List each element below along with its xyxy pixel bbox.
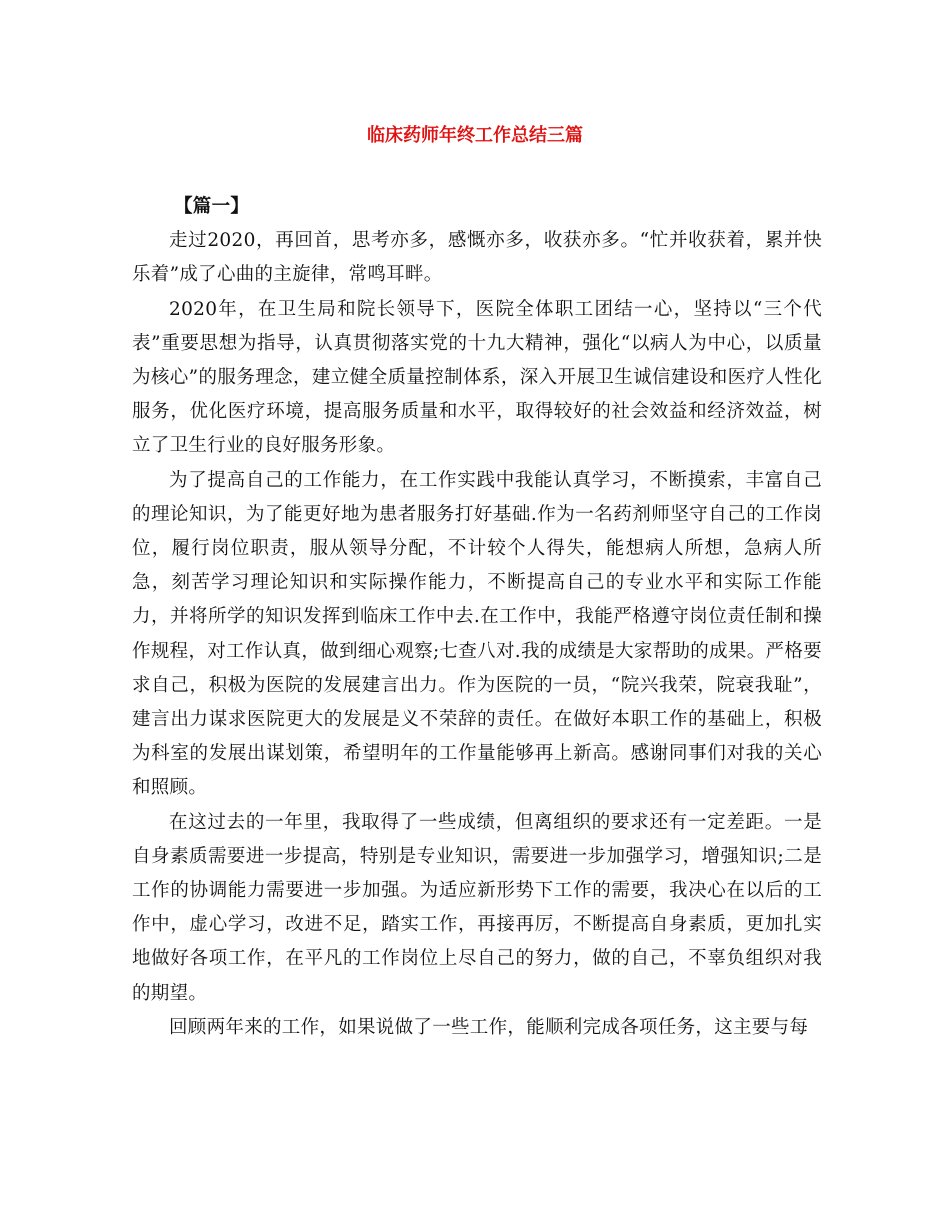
paragraph-2: 2020年，在卫生局和院长领导下，医院全体职工团结一心，坚持以“三个代表”重要思想为指导，认真贯彻落实党的十九大精神，强化“以病人为中心，以质量为核心”的服务理念，建立健全质量控制体系，深入开展卫生诚信建设和医疗人性化服务，优化医疗环境，提高服务质量和水平，取得较好的社会效益和经济效益，树立了卫生行业的良好服务形象。 <box>132 298 822 457</box>
paragraph-4: 在这过去的一年里，我取得了一些成绩，但离组织的要求还有一定差距。一是自身素质需要进一步提高，特别是专业知识，需要进一步加强学习，增强知识;二是工作的协调能力需要进一步加强。为适应新形势下工作的需要，我决心在以后的工作中，虚心学习，改进不足，踏实工作，再接再厉，不断提高自身素质，更加扎实地做好各项工作，在平凡的工作岗位上尽自己的努力，做的自己，不辜负组织对我的期望。 <box>132 811 822 1004</box>
document-title: 临床药师年终工作总结三篇 <box>367 125 583 146</box>
paragraph-5: 回顾两年来的工作，如果说做了一些工作，能顺利完成各项任务，这主要与每 <box>169 1016 809 1038</box>
section-label: 【篇一】 <box>174 196 250 217</box>
paragraph-1: 走过2020，再回首，思考亦多，感慨亦多，收获亦多。“忙并收获着，累并快乐着”成了心曲的主旋律，常鸣耳畔。 <box>132 230 822 286</box>
paragraph-3: 为了提高自己的工作能力，在工作实践中我能认真学习，不断摸索，丰富自己的理论知识，为了能更好地为患者服务打好基础.作为一名药剂师坚守自己的工作岗位，履行岗位职责，服从领导分配，不计较个人得失，能想病人所想，急病人所急，刻苦学习理论知识和实际操作能力，不断提高自己的专业水平和实际工作能力，并将所学的知识发挥到临床工作中去.在工作中，我能严格遵守岗位责任制和操作规程，对工作认真，做到细心观察;七查八对.我的成绩是大家帮助的成果。严格要求自己，积极为医院的发展建言出力。作为医院的一员，“院兴我荣，院衰我耻”，建言出力谋求医院更大的发展是义不荣辞的责任。在做好本职工作的基础上，积极为科室的发展出谋划策，希望明年的工作量能够再上新高。感谢同事们对我的关心和照顾。 <box>132 469 822 799</box>
document-body <box>132 190 822 1045</box>
